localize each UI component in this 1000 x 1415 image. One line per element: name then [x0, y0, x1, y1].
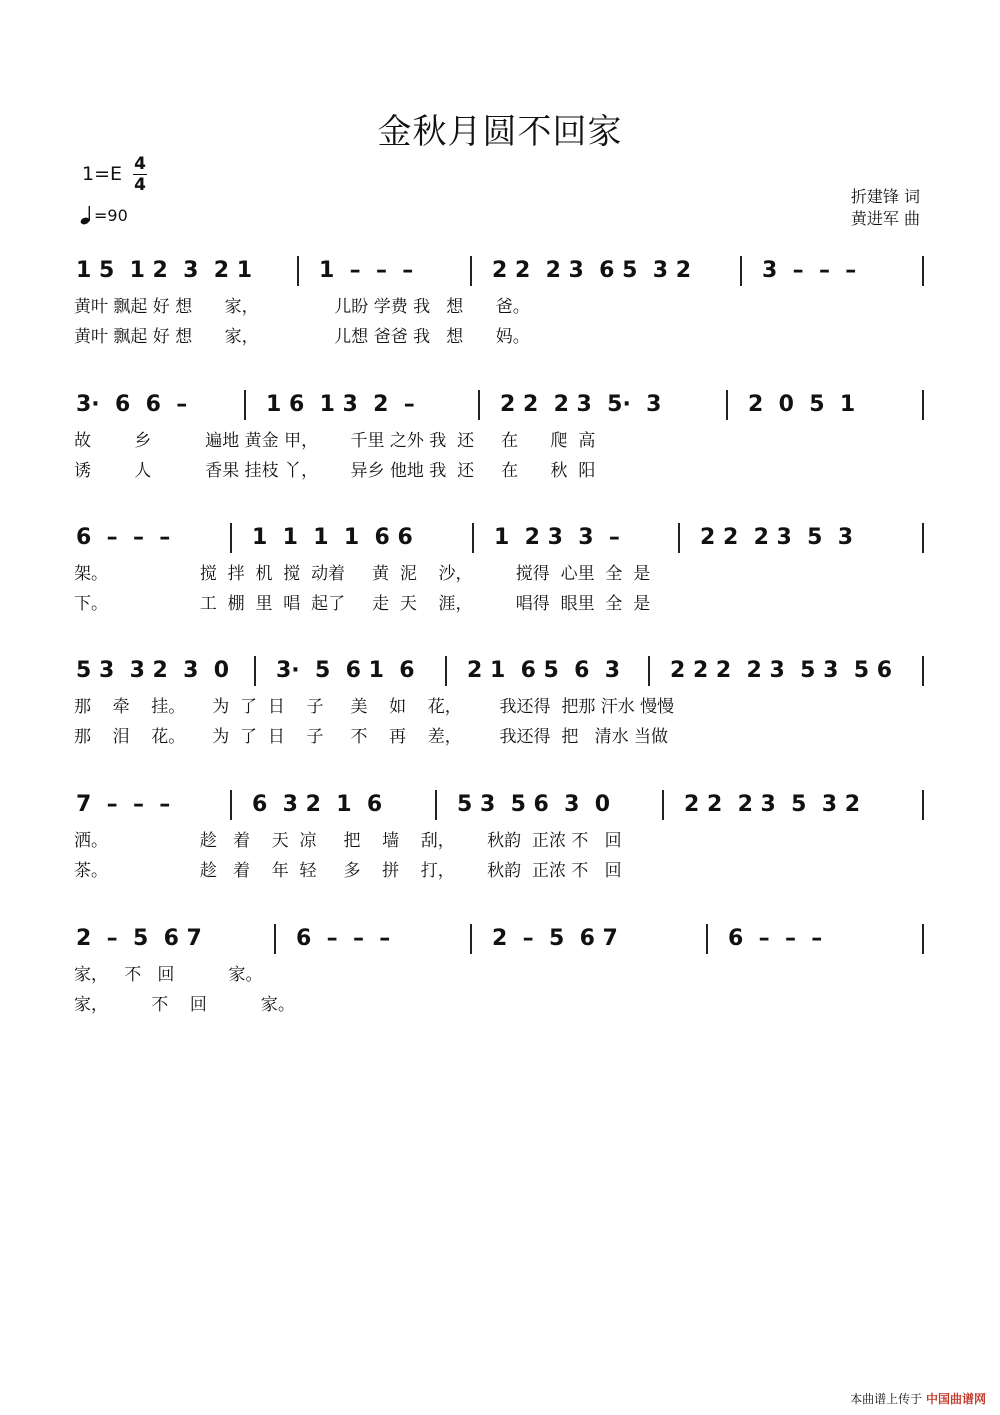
measure: 3· 5 6 1 6 — [276, 658, 415, 683]
measure: 1 1 1 1 6 6 — [252, 525, 413, 550]
notation-row — [72, 256, 932, 296]
measure: 2 – 5 6 7 — [76, 926, 202, 951]
measure: 1 6 1 3 2 – — [266, 392, 415, 417]
measure: 1 – – – — [319, 258, 414, 283]
barline — [445, 656, 447, 686]
lyrics-verse-2: 诱 人 香果 挂枝 丫， 异乡 他地 我 还 在 秋 阳 — [74, 461, 596, 481]
measure: 2 2 2 3 5· 3 — [500, 392, 662, 417]
lyrics-verse-2: 茶。 趁 着 年 轻 多 拼 打， 秋韵 正浓 不 回 — [74, 861, 622, 881]
barline — [678, 523, 680, 553]
tempo-value: =90 — [94, 206, 128, 225]
notation-row — [72, 656, 932, 696]
measure: 1 2 3 3 – — [494, 525, 620, 550]
barline — [472, 523, 474, 553]
barline — [922, 390, 924, 420]
measure: 5 3 3 2 3 0 — [76, 658, 230, 683]
time-signature — [133, 154, 147, 195]
lyrics-verse-1: 架。 搅 拌 机 搅 动着 黄 泥 沙， 搅得 心里 全 是 — [74, 564, 651, 584]
lyrics-verse-1: 故 乡 遍地 黄金 甲， 千里 之外 我 还 在 爬 高 — [74, 431, 596, 451]
measure: 6 – – – — [728, 926, 823, 951]
barline — [922, 523, 924, 553]
composer-credit: 黄进军 曲 — [850, 209, 920, 228]
time-sig-top: 4 — [134, 154, 146, 174]
lyrics-verse-2: 下。 工 棚 里 唱 起了 走 天 涯， 唱得 眼里 全 是 — [74, 594, 651, 614]
measure: 2 1 6 5 6 3 — [467, 658, 621, 683]
site-logo-text: 中国曲谱网 — [925, 1392, 986, 1406]
barline — [922, 924, 924, 954]
key-signature: 1=E — [82, 163, 123, 185]
lyrics-verse-1: 洒。 趁 着 天 凉 把 墙 刮， 秋韵 正浓 不 回 — [74, 831, 622, 851]
lyrics-verse-2: 那 泪 花。 为 了 日 子 不 再 差， 我还得 把 清水 当做 — [74, 727, 668, 747]
measure: 3 – – – — [762, 258, 857, 283]
barline — [470, 924, 472, 954]
measure: 3· 6 6 – — [76, 392, 188, 417]
barline — [297, 256, 299, 286]
upload-text: 本曲谱上传于 — [850, 1392, 923, 1406]
song-title: 金秋月圆不回家 — [377, 112, 623, 152]
barline — [922, 256, 924, 286]
barline — [274, 924, 276, 954]
lyrics-verse-1: 那 牵 挂。 为 了 日 子 美 如 花， 我还得 把那 汗水 慢慢 — [74, 697, 675, 717]
barline — [230, 523, 232, 553]
barline — [922, 790, 924, 820]
barline — [244, 390, 246, 420]
barline — [648, 656, 650, 686]
lyrics-verse-1: 家， 不 回 家。 — [74, 965, 263, 985]
barline — [470, 256, 472, 286]
notation-row — [72, 790, 932, 830]
barline — [435, 790, 437, 820]
measure: 2 0 5 1 — [748, 392, 856, 417]
measure: 5 3 5 6 3 0 — [457, 792, 611, 817]
barline — [230, 790, 232, 820]
lyrics-verse-2: 家， 不 回 家。 — [74, 995, 295, 1015]
barline — [740, 256, 742, 286]
notation-row — [72, 523, 932, 563]
measure: 6 – – – — [76, 525, 171, 550]
notation-row — [72, 924, 932, 964]
time-sig-bottom: 4 — [134, 175, 146, 195]
barline — [726, 390, 728, 420]
lyricist-credit: 折建锋 词 — [850, 187, 920, 206]
barline — [706, 924, 708, 954]
footer — [850, 1390, 986, 1407]
lyrics-verse-2: 黄叶 飘起 好 想 家， 儿想 爸爸 我 想 妈。 — [74, 327, 530, 347]
tempo-marking — [80, 205, 128, 225]
measure: 2 – 5 6 7 — [492, 926, 618, 951]
barline — [254, 656, 256, 686]
barline — [662, 790, 664, 820]
notation-row — [72, 390, 932, 430]
barline — [922, 656, 924, 686]
quarter-note-icon — [80, 205, 94, 225]
measure: 7 – – – — [76, 792, 171, 817]
credits — [851, 186, 920, 230]
measure: 1 5 1 2 3 2 1 — [76, 258, 253, 283]
measure: 2 2 2 3 5 3 2 — [684, 792, 861, 817]
lyrics-verse-1: 黄叶 飘起 好 想 家， 儿盼 学费 我 想 爸。 — [74, 297, 530, 317]
measure: 2 2 2 3 5 3 — [700, 525, 854, 550]
measure: 2 2 2 2 3 5 3 5 6 — [670, 658, 893, 683]
measure: 2 2 2 3 6 5 3 2 — [492, 258, 692, 283]
measure: 6 – – – — [296, 926, 391, 951]
barline — [478, 390, 480, 420]
measure: 6 3 2 1 6 — [252, 792, 383, 817]
